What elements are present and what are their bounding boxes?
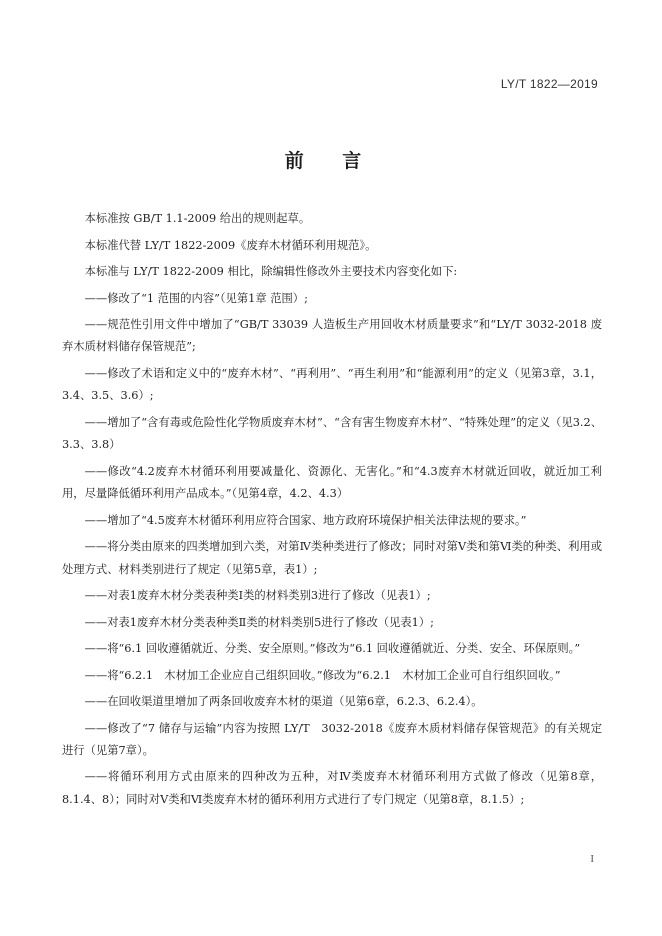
paragraph: ——增加了“4.5废弃木材循环利用应符合国家、地方政府环境保护相关法律法规的要求。” xyxy=(84,513,527,527)
paragraph: 本标准按 GB/T 1.1-2009 给出的规则起草。 xyxy=(84,212,311,225)
body-text xyxy=(62,208,602,815)
page-title: 前 言 xyxy=(284,150,378,172)
paragraph: ——规范性引用文件中增加了“GB/T 33039 人造板生产用回收木材质量要求”和“LY/T 3032-2018 废弃木质材料储存保管规范”; xyxy=(62,318,602,354)
paragraph: ——修改了“7 储存与运输”内容为按照 LY/T 3032-2018《废弃木质材料储存保管规范》的有关规定进行（见第7章）。 xyxy=(62,721,602,757)
paragraph: ——增加了“含有毒或危险性化学物质废弃木材”、“含有害生物废弃木材”、“特殊处理”的定义（见3.2、3.3、3.8） xyxy=(62,415,602,452)
paragraph: ——将循环利用方式由原来的四种改为五种，对Ⅳ类废弃木材循环利用方式做了修改（见第8章，8.1.4、8）；同时对Ⅴ类和Ⅵ类废弃木材的循环利用方式进行了专门规定（见第8章，8.1.5）; xyxy=(62,770,602,806)
paragraph: ——在回收渠道里增加了两条回收废弃木材的渠道（见第6章，6.2.3、6.2.4）。 xyxy=(84,695,483,709)
paragraph: ——将“6.2.1 木材加工企业应自己组织回收。”修改为“6.2.1 木材加工企业可自行组织回收。” xyxy=(84,668,561,682)
paragraph: ——将分类由原来的四类增加到六类，对第Ⅳ类种类进行了修改；同时对第Ⅴ类和第Ⅵ类的种类、利用或处理方式、材料类别进行了规定（见第5章，表1）; xyxy=(62,540,602,576)
paragraph: ——对表1废弃木材分类表种类Ⅰ类的材料类别3进行了修改（见表1）; xyxy=(84,589,431,603)
paragraph: ——修改了术语和定义中的“废弃木材”、“再利用”、“再生利用”和“能源利用”的定义（见第3章，3.1，3.4、3.5、3.6）; xyxy=(62,366,602,403)
paragraph: ——修改“4.2废弃木材循环利用要减量化、资源化、无害化。”和“4.3废弃木材就近回收，就近加工利用，尽量降低循环利用产品成本。”（见第4章，4.2、4.3） xyxy=(62,464,602,501)
standard-code: LY/T 1822—2019 xyxy=(500,77,598,91)
paragraph: ——将“6.1 回收遵循就近、分类、安全原则。”修改为“6.1 回收遵循就近、分类、安全、环保原则。” xyxy=(84,642,581,656)
paragraph: ——修改了“1 范围的内容”（见第1章 范围）; xyxy=(84,291,308,305)
paragraph: 本标准代替 LY/T 1822-2009《废弃木材循环利用规范》。 xyxy=(84,238,377,252)
page-number: I xyxy=(590,853,594,865)
paragraph: 本标准与 LY/T 1822-2009 相比，除编辑性修改外主要技术内容变化如下: xyxy=(84,265,458,278)
paragraph: ——对表1废弃木材分类表种类Ⅱ类的材料类别5进行了修改（见表1）; xyxy=(84,615,434,629)
